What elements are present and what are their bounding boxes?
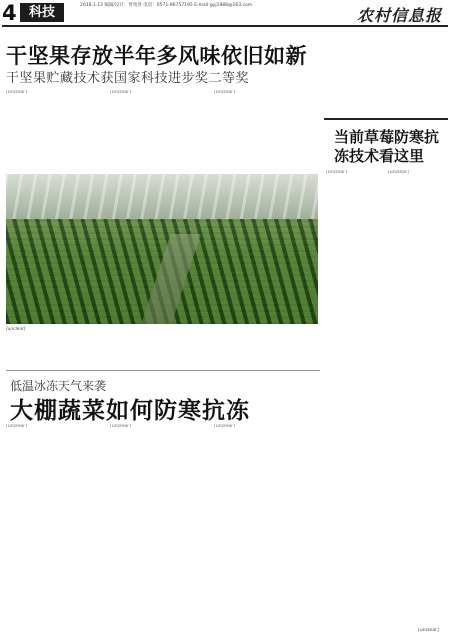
page-header	[0, 0, 450, 27]
issue-meta: 2018.1.13 编辑/设计：胥勇进 电话：0571-86757195 E-mail:gyj1988@163.com	[80, 3, 253, 8]
section-label: 科技	[20, 3, 64, 22]
section-divider	[6, 370, 320, 371]
greenhouse-photo	[6, 174, 318, 324]
story1-subheadline: 干坚果贮藏技术获国家科技进步奖二等奖	[6, 71, 250, 86]
story1-headline: 干坚果存放半年多风味依旧如新	[6, 44, 307, 68]
story3-column-1: [unclear]	[6, 424, 27, 429]
photo-caption: [unclear]	[6, 327, 26, 332]
story2-headline: 当前草莓防寒抗冻技术看这里	[334, 128, 440, 165]
story2-column-1: [unclear]	[326, 170, 347, 175]
story1-column-2: [unclear]	[110, 90, 131, 95]
story1-column-3: [unclear]	[214, 90, 235, 95]
story1-column-1: [unclear]	[6, 90, 27, 95]
masthead-logo: 农村信息报	[356, 6, 442, 25]
story2-column-2: [unclear]	[388, 170, 409, 175]
header-rule	[2, 25, 448, 27]
story3-column-3: [unclear]	[214, 424, 235, 429]
greenhouse-roof	[6, 174, 318, 219]
sidebar-rule	[324, 118, 448, 120]
story3-column-2: [unclear]	[110, 424, 131, 429]
story3-headline: 大棚蔬菜如何防寒抗冻	[10, 398, 250, 424]
page-number: 4	[2, 1, 17, 25]
story3-kicker: 低温冰冻天气来袭	[10, 379, 107, 393]
story2-byline: [unclear]	[418, 628, 439, 633]
